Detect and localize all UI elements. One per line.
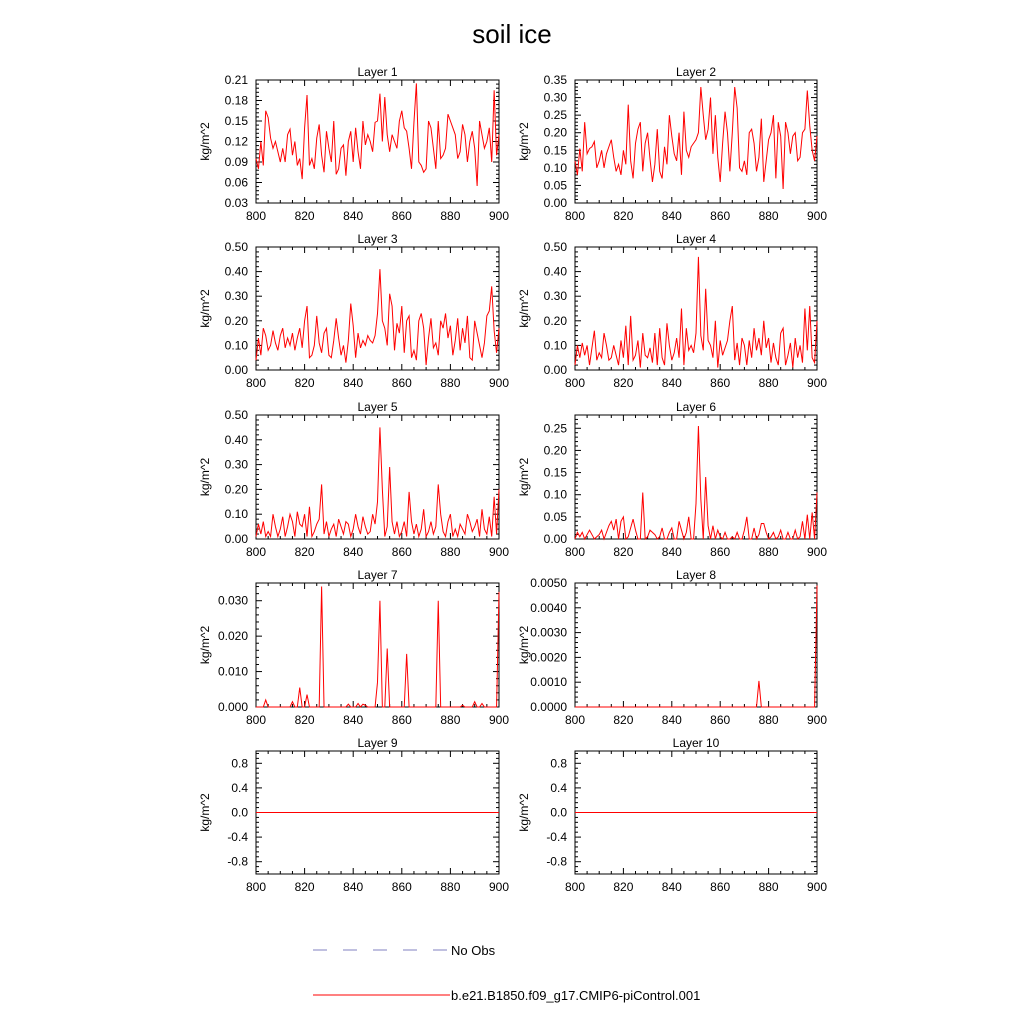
y-axis-label: kg/m^2 (517, 289, 531, 328)
y-tick-label: 0.40 (224, 432, 248, 447)
x-tick-label: 820 (294, 713, 315, 727)
y-tick-label: 0.10 (224, 507, 248, 522)
x-tick-label: 900 (488, 713, 510, 727)
x-tick-label: 840 (661, 376, 682, 390)
panel-layer-3 (198, 232, 509, 390)
series-line (575, 426, 817, 539)
x-tick-label: 880 (758, 209, 779, 223)
y-tick-label: 0.4 (231, 780, 248, 795)
series-line (256, 427, 499, 536)
panel-title: Layer 9 (357, 736, 398, 750)
y-tick-label: 0.030 (217, 593, 248, 608)
x-tick-label: 860 (391, 209, 412, 223)
x-tick-label: 880 (758, 376, 779, 390)
panel-title: Layer 6 (675, 400, 717, 414)
x-tick-label: 860 (710, 880, 731, 894)
y-tick-label: 0.0050 (530, 576, 567, 590)
y-tick-label: 0.0 (550, 805, 567, 820)
y-tick-label: 0.00 (224, 532, 248, 546)
x-tick-label: 860 (710, 209, 731, 223)
y-tick-label: 0.0020 (530, 650, 567, 665)
x-tick-label: 880 (440, 376, 461, 390)
y-axis-label: kg/m^2 (517, 457, 531, 497)
y-axis-label: kg/m^2 (517, 625, 531, 665)
x-tick-label: 900 (488, 209, 510, 223)
panel-title: Layer 7 (357, 568, 398, 582)
panel-title: Layer 4 (675, 232, 717, 246)
x-tick-label: 800 (564, 880, 586, 894)
y-axis-label: kg/m^2 (517, 122, 531, 161)
panel-layer-9 (198, 736, 509, 894)
panel-title: Layer 5 (357, 400, 398, 414)
y-tick-label: 0.50 (224, 240, 248, 254)
y-tick-label: 0.35 (543, 73, 567, 87)
panel-layer-1 (198, 65, 509, 223)
x-tick-label: 840 (343, 376, 364, 390)
y-tick-label: -0.4 (227, 830, 248, 845)
x-tick-label: 860 (391, 880, 412, 894)
x-tick-label: 820 (294, 376, 315, 390)
x-tick-label: 840 (661, 209, 682, 223)
x-tick-label: 800 (245, 209, 267, 223)
y-tick-label: 0.20 (224, 482, 248, 497)
x-tick-label: 820 (613, 880, 634, 894)
x-tick-label: 880 (758, 880, 779, 894)
y-tick-label: 0.05 (543, 509, 567, 524)
y-tick-label: 0.00 (543, 196, 567, 210)
x-tick-label: 820 (294, 545, 315, 559)
x-tick-label: 840 (661, 545, 682, 559)
y-tick-label: 0.30 (543, 90, 567, 105)
y-tick-label: 0.30 (224, 457, 248, 472)
y-tick-label: 0.20 (224, 313, 248, 328)
x-tick-label: 880 (440, 209, 461, 223)
panel-layer-6 (517, 400, 827, 559)
y-tick-label: 0.010 (217, 664, 248, 679)
y-axis-label: kg/m^2 (198, 122, 212, 161)
y-tick-label: 0.50 (224, 408, 248, 422)
x-tick-label: 900 (806, 545, 828, 559)
y-tick-label: 0.25 (543, 421, 567, 436)
panel-layer-8 (517, 568, 827, 727)
y-tick-label: 0.0040 (530, 600, 567, 615)
y-tick-label: 0.30 (543, 289, 567, 304)
x-tick-label: 880 (440, 713, 461, 727)
series-line (256, 83, 499, 186)
x-tick-label: 800 (564, 545, 586, 559)
y-tick-label: 0.30 (224, 289, 248, 304)
x-tick-label: 860 (391, 545, 412, 559)
y-tick-label: 0.10 (543, 338, 567, 353)
y-axis-label: kg/m^2 (198, 625, 212, 665)
y-tick-label: 0.21 (224, 73, 248, 87)
legend-label-model: b.e21.B1850.f09_g17.CMIP6-piControl.001 (451, 988, 701, 1003)
y-tick-label: 0.0030 (530, 625, 567, 640)
series-line (256, 269, 499, 365)
y-tick-label: 0.00 (224, 363, 248, 377)
x-tick-label: 800 (564, 209, 586, 223)
x-tick-label: 900 (806, 713, 828, 727)
x-tick-label: 820 (613, 209, 634, 223)
y-tick-label: 0.8 (231, 756, 248, 771)
x-tick-label: 800 (564, 376, 586, 390)
y-axis-label: kg/m^2 (198, 289, 212, 328)
y-axis-label: kg/m^2 (198, 793, 212, 832)
y-tick-label: 0.020 (217, 629, 248, 644)
y-tick-label: 0.05 (543, 178, 567, 193)
x-tick-label: 800 (564, 713, 586, 727)
x-tick-label: 900 (488, 545, 510, 559)
panel-title: Layer 8 (675, 568, 717, 582)
x-tick-label: 860 (710, 545, 731, 559)
legend-label-no-obs: No Obs (451, 943, 496, 958)
x-tick-label: 820 (613, 376, 634, 390)
panel-layer-2 (517, 65, 827, 223)
y-tick-label: 0.0 (231, 805, 248, 820)
y-tick-label: -0.8 (227, 854, 248, 869)
x-tick-label: 800 (245, 713, 267, 727)
x-tick-label: 820 (294, 880, 315, 894)
panel-title: Layer 10 (672, 736, 720, 750)
x-tick-label: 840 (343, 713, 364, 727)
series-line (575, 87, 817, 189)
y-tick-label: 0.20 (543, 443, 567, 458)
x-tick-label: 800 (245, 376, 267, 390)
y-tick-label: 0.50 (543, 240, 567, 254)
y-tick-label: 0.20 (543, 125, 567, 140)
x-tick-label: 880 (440, 545, 461, 559)
series-line (575, 257, 817, 368)
x-tick-label: 820 (294, 209, 315, 223)
x-tick-label: 860 (391, 713, 412, 727)
y-tick-label: 0.09 (224, 155, 248, 169)
series-line (256, 587, 499, 707)
y-tick-label: 0.00 (543, 363, 567, 377)
y-tick-label: 0.15 (224, 114, 248, 128)
panel-title: Layer 3 (357, 232, 398, 246)
y-tick-label: 0.15 (543, 465, 567, 480)
y-tick-label: 0.40 (543, 264, 567, 279)
figure-title: soil ice (472, 19, 552, 49)
y-tick-label: 0.03 (224, 196, 248, 210)
y-tick-label: 0.12 (224, 134, 248, 149)
legend (313, 943, 700, 1003)
x-tick-label: 880 (440, 880, 461, 894)
panel-layer-7 (198, 568, 509, 727)
x-tick-label: 840 (661, 880, 682, 894)
y-tick-label: 0.8 (550, 756, 567, 771)
x-tick-label: 880 (758, 713, 779, 727)
y-tick-label: 0.15 (543, 143, 567, 158)
y-tick-label: 0.10 (224, 338, 248, 353)
x-tick-label: 900 (488, 880, 510, 894)
y-tick-label: 0.25 (543, 108, 567, 123)
panel-layer-4 (517, 232, 827, 390)
y-tick-label: 0.06 (224, 175, 248, 190)
x-tick-label: 800 (245, 545, 267, 559)
x-tick-label: 860 (710, 376, 731, 390)
y-tick-label: 0.0010 (530, 675, 567, 690)
y-tick-label: -0.8 (546, 854, 567, 869)
y-axis-label: kg/m^2 (517, 793, 531, 832)
x-tick-label: 860 (391, 376, 412, 390)
x-tick-label: 840 (343, 545, 364, 559)
x-tick-label: 840 (661, 713, 682, 727)
x-tick-label: 820 (613, 545, 634, 559)
x-tick-label: 800 (245, 880, 267, 894)
x-tick-label: 860 (710, 713, 731, 727)
y-tick-label: 0.10 (543, 487, 567, 502)
panel-title: Layer 1 (357, 65, 398, 79)
x-tick-label: 900 (806, 880, 828, 894)
panels (198, 65, 827, 894)
panel-layer-10 (517, 736, 827, 894)
y-tick-label: -0.4 (546, 830, 567, 845)
y-tick-label: 0.00 (543, 532, 567, 546)
plot-frame (575, 583, 817, 707)
x-tick-label: 840 (343, 209, 364, 223)
panel-layer-5 (198, 400, 509, 559)
x-tick-label: 900 (488, 376, 510, 390)
plot-frame (256, 80, 499, 203)
series-line (575, 585, 817, 707)
plot-frame (575, 247, 817, 370)
y-tick-label: 0.4 (550, 780, 567, 795)
y-tick-label: 0.000 (217, 700, 248, 714)
panel-title: Layer 2 (675, 65, 717, 79)
y-axis-label: kg/m^2 (198, 457, 212, 497)
y-tick-label: 0.10 (543, 160, 567, 175)
y-tick-label: 0.20 (543, 313, 567, 328)
x-tick-label: 840 (343, 880, 364, 894)
x-tick-label: 880 (758, 545, 779, 559)
y-tick-label: 0.40 (224, 264, 248, 279)
x-tick-label: 900 (806, 376, 828, 390)
y-tick-label: 0.0000 (530, 700, 567, 714)
x-tick-label: 900 (806, 209, 828, 223)
x-tick-label: 820 (613, 713, 634, 727)
y-tick-label: 0.18 (224, 93, 248, 108)
plot-frame (256, 583, 499, 707)
